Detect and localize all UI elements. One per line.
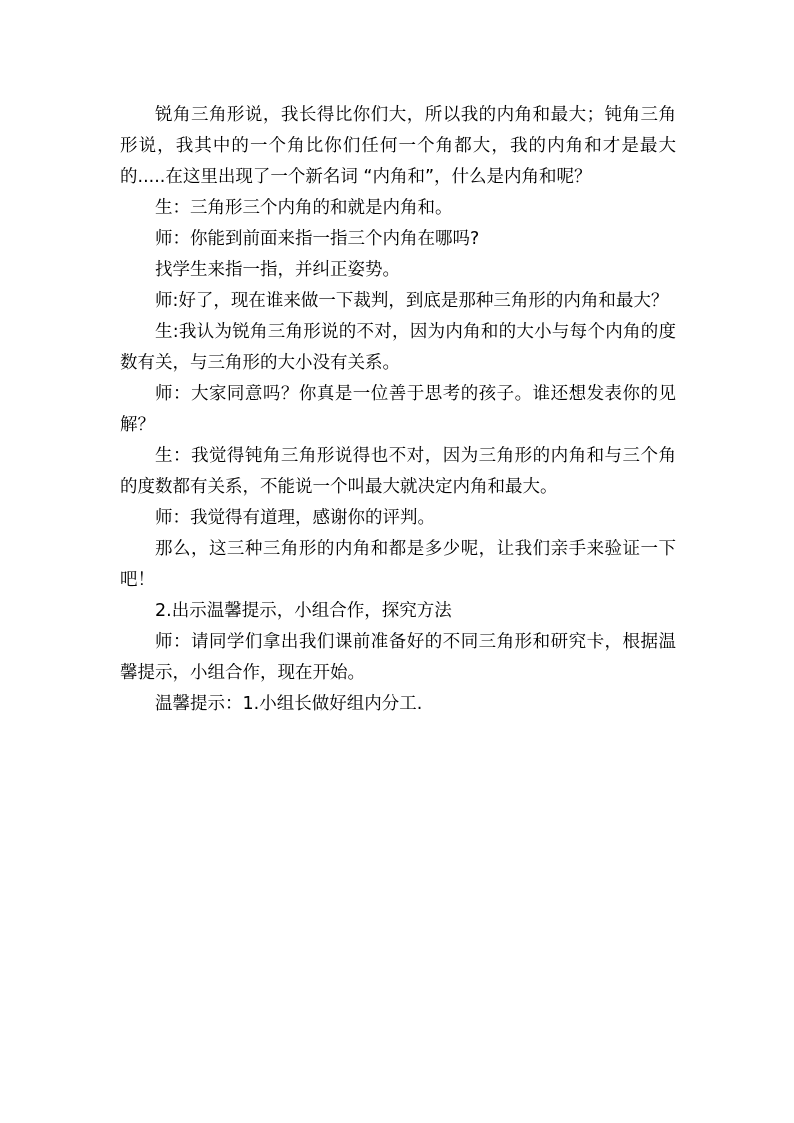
paragraph: 生:我认为锐角三角形说的不对，因为内角和的大小与每个内角的度数有关，与三角形的大小没有关系。 <box>120 322 676 373</box>
paragraph: 师：请同学们拿出我们课前准备好的不同三角形和研究卡，根据温馨提示，小组合作，现在开始。 <box>120 632 676 683</box>
paragraph: 生：三角形三个内角的和就是内角和。 <box>155 198 453 218</box>
paragraph: 师：你能到前面来指一指三个内角在哪吗? <box>155 229 480 249</box>
paragraph: 师：大家同意吗？你真是一位善于思考的孩子。谁还想发表你的见解？ <box>120 384 676 435</box>
paragraph: 师：我觉得有道理，感谢你的评判。 <box>155 508 435 528</box>
document-body <box>120 100 676 720</box>
section-heading: 2.出示温馨提示，小组合作，探究方法 <box>155 601 452 621</box>
paragraph: 锐角三角形说，我长得比你们大，所以我的内角和最大；钝角三角形说，我其中的一个角比你们任何一个角都大，我的内角和才是最大的.....在这里出现了一个新名词 “内角和”，什么是内角和呢？ <box>120 105 676 187</box>
paragraph: 温馨提示：1.小组长做好组内分工. <box>155 694 423 714</box>
paragraph: 师:好了，现在谁来做一下裁判，到底是那种三角形的内角和最大？ <box>155 291 669 311</box>
paragraph: 找学生来指一指，并纠正姿势。 <box>155 260 400 280</box>
paragraph: 生：我觉得钝角三角形说得也不对，因为三角形的内角和与三个角的度数都有关系，不能说一个叫最大就决定内角和最大。 <box>120 446 676 497</box>
paragraph: 那么，这三种三角形的内角和都是多少呢，让我们亲手来验证一下吧！ <box>120 539 676 590</box>
